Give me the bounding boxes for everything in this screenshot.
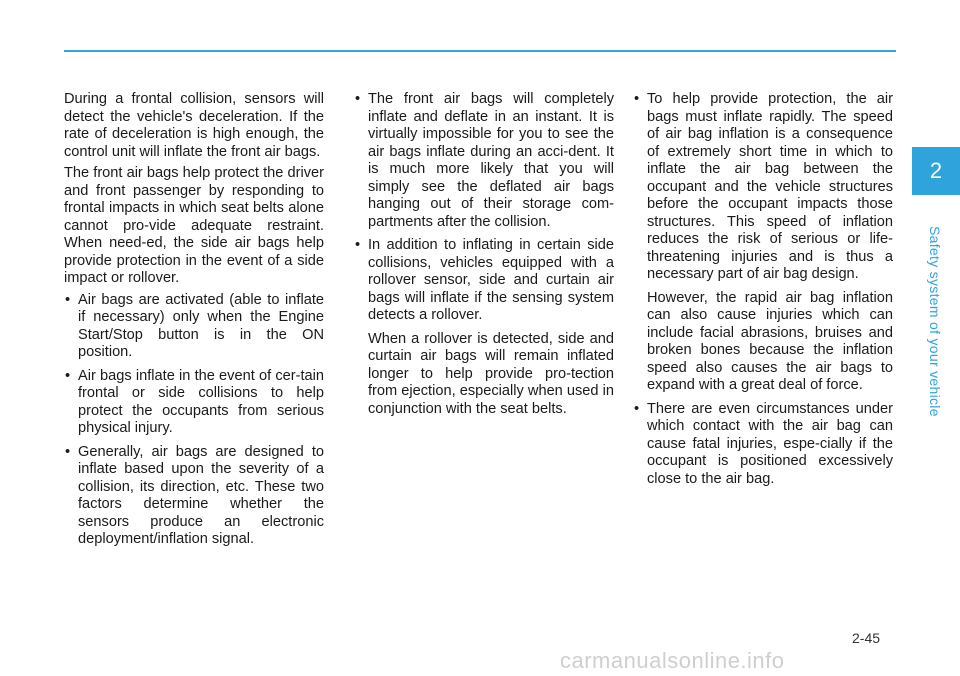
watermark: carmanualsonline.info: [560, 648, 785, 673]
page-number: 2-45: [852, 630, 881, 646]
column-left: [64, 91, 324, 555]
bullet-item: • Generally, air bags are designed to inflate based upon the severity of a collision, its direction, etc. These two factors determine whether the sensors produce an electronic deployment/inflation signal.: [64, 444, 324, 549]
column-right: [633, 91, 893, 494]
paragraph: During a frontal collision, sensors will detect the vehicle's deceleration. If the rate of deceleration is high enough, the control unit will inflate the front air bags.: [64, 91, 324, 160]
bullet-item: • To help provide protection, the air bags must inflate rapidly. The speed of air bag inflation is a consequence of extremely short time in which to inflate the air bag between the occupant and the vehicle structures before the occupant impacts those structures. This speed of inflation reduces the risk of serious or life-threatening injuries and is thus a necessary part of air bag design.: [633, 91, 893, 284]
bullet-item: • Air bags are activated (able to inflate if necessary) only when the Engine Start/Stop button is in the ON position.: [64, 292, 324, 362]
paragraph: The front air bags help protect the driver and front passenger by responding to frontal impacts in which seat belts alone cannot pro-vide adequate restraint. When need-ed, the side air bags help provide protection in the event of a side impact or rollover.: [64, 165, 324, 286]
bullet-item: • Air bags inflate in the event of cer-tain frontal or side collisions to help protect the occupants from serious physical injury.: [64, 368, 324, 438]
chapter-tab: [912, 147, 960, 195]
sub-paragraph: However, the rapid air bag inflation can also cause injuries which can include facial abrasions, bruises and broken bones because the inflation speed also causes the air bags to expand with a great deal of force.: [647, 289, 893, 393]
chapter-title: Safety system of your vehicle: [927, 226, 943, 417]
sub-paragraph: When a rollover is detected, side and curtain air bags will remain inflated longer to help provide pro-tection from ejection, especially when used in conjunction with the seat belts.: [368, 330, 614, 417]
header-rule: [64, 50, 896, 52]
chapter-number: 2: [929, 158, 943, 183]
column-middle: [354, 91, 614, 424]
bullet-item: • The front air bags will completely inflate and deflate in an instant. It is virtually impossible for you to see the air bags inflate during an acci-dent. It is much more likely that you will simply see the deflated air bags hanging out of their storage com-partments after the collision.: [354, 91, 614, 231]
bullet-item: • There are even circumstances under which contact with the air bag can cause fatal injuries, espe-cially if the occupant is positioned excessively close to the air bag.: [633, 401, 893, 489]
bullet-item: • In addition to inflating in certain side collisions, vehicles equipped with a rollover sensor, side and curtain air bags will inflate if the sensing system detects a rollover.: [354, 237, 614, 325]
